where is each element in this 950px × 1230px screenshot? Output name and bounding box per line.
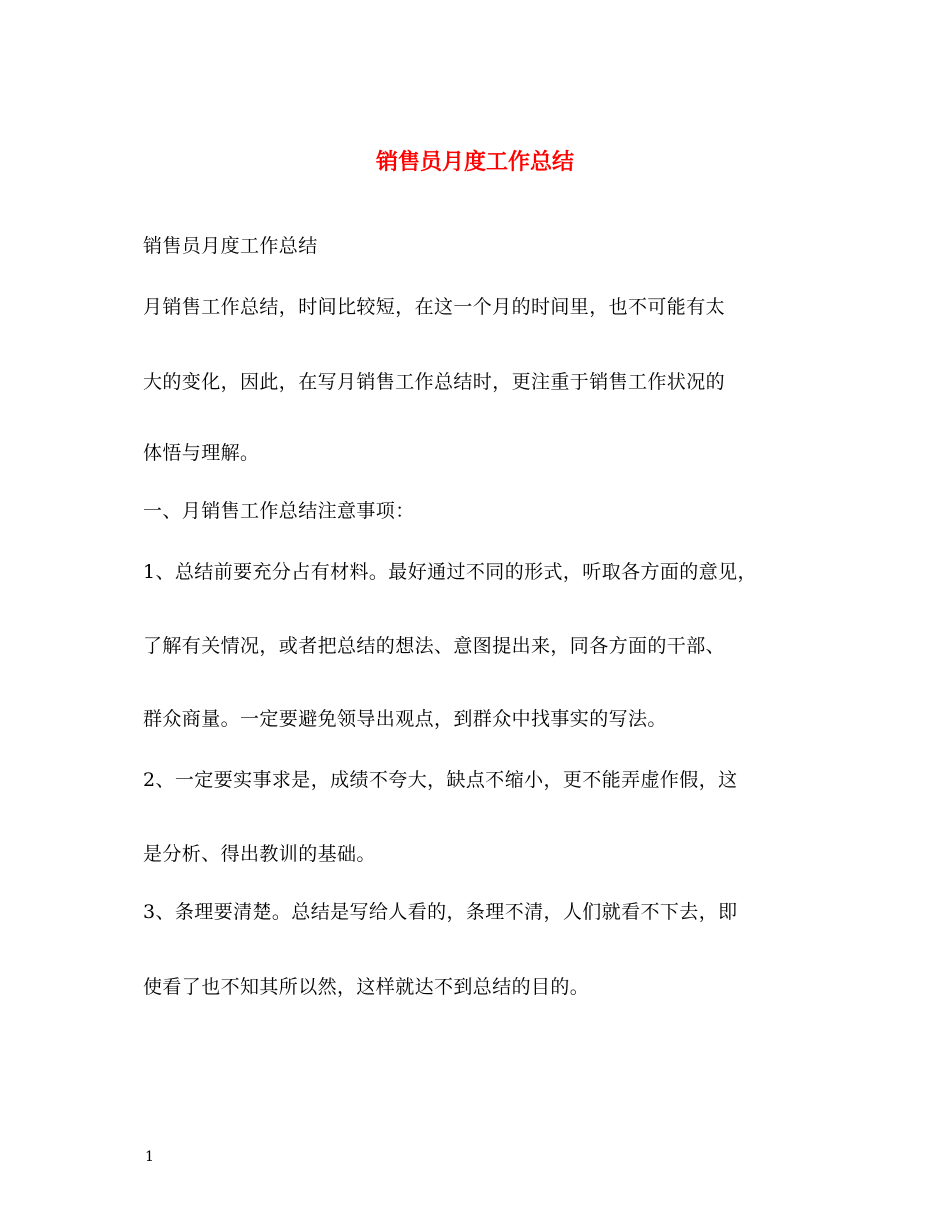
section-heading: 一、月销售工作总结注意事项： [143,500,415,522]
list-item-line: 1、总结前要充分占有材料。最好通过不同的形式，听取各方面的意见， [143,561,757,583]
list-item-line: 3、条理要清楚。总结是写给人看的，条理不清，人们就看不下去，即 [143,901,738,923]
list-item-line: 使看了也不知其所以然，这样就达不到总结的目的。 [143,976,590,998]
paragraph-line: 大的变化，因此，在写月销售工作总结时，更注重于销售工作状况的 [143,371,726,393]
list-item-line: 是分析、得出教训的基础。 [143,843,376,865]
subtitle-line: 销售员月度工作总结 [143,235,318,257]
list-item-line: 群众商量。一定要避免领导出观点，到群众中找事实的写法。 [143,708,667,730]
paragraph-line: 月销售工作总结，时间比较短，在这一个月的时间里，也不可能有太 [143,296,726,318]
document-title: 销售员月度工作总结 [375,149,574,175]
list-item-line: 了解有关情况，或者把总结的想法、意图提出来，同各方面的干部、 [143,635,726,657]
page-number: 1 [145,1149,154,1165]
paragraph-line: 体悟与理解。 [143,442,260,464]
list-item-line: 2、一定要实事求是，成绩不夸大，缺点不缩小，更不能弄虚作假，这 [143,769,738,791]
